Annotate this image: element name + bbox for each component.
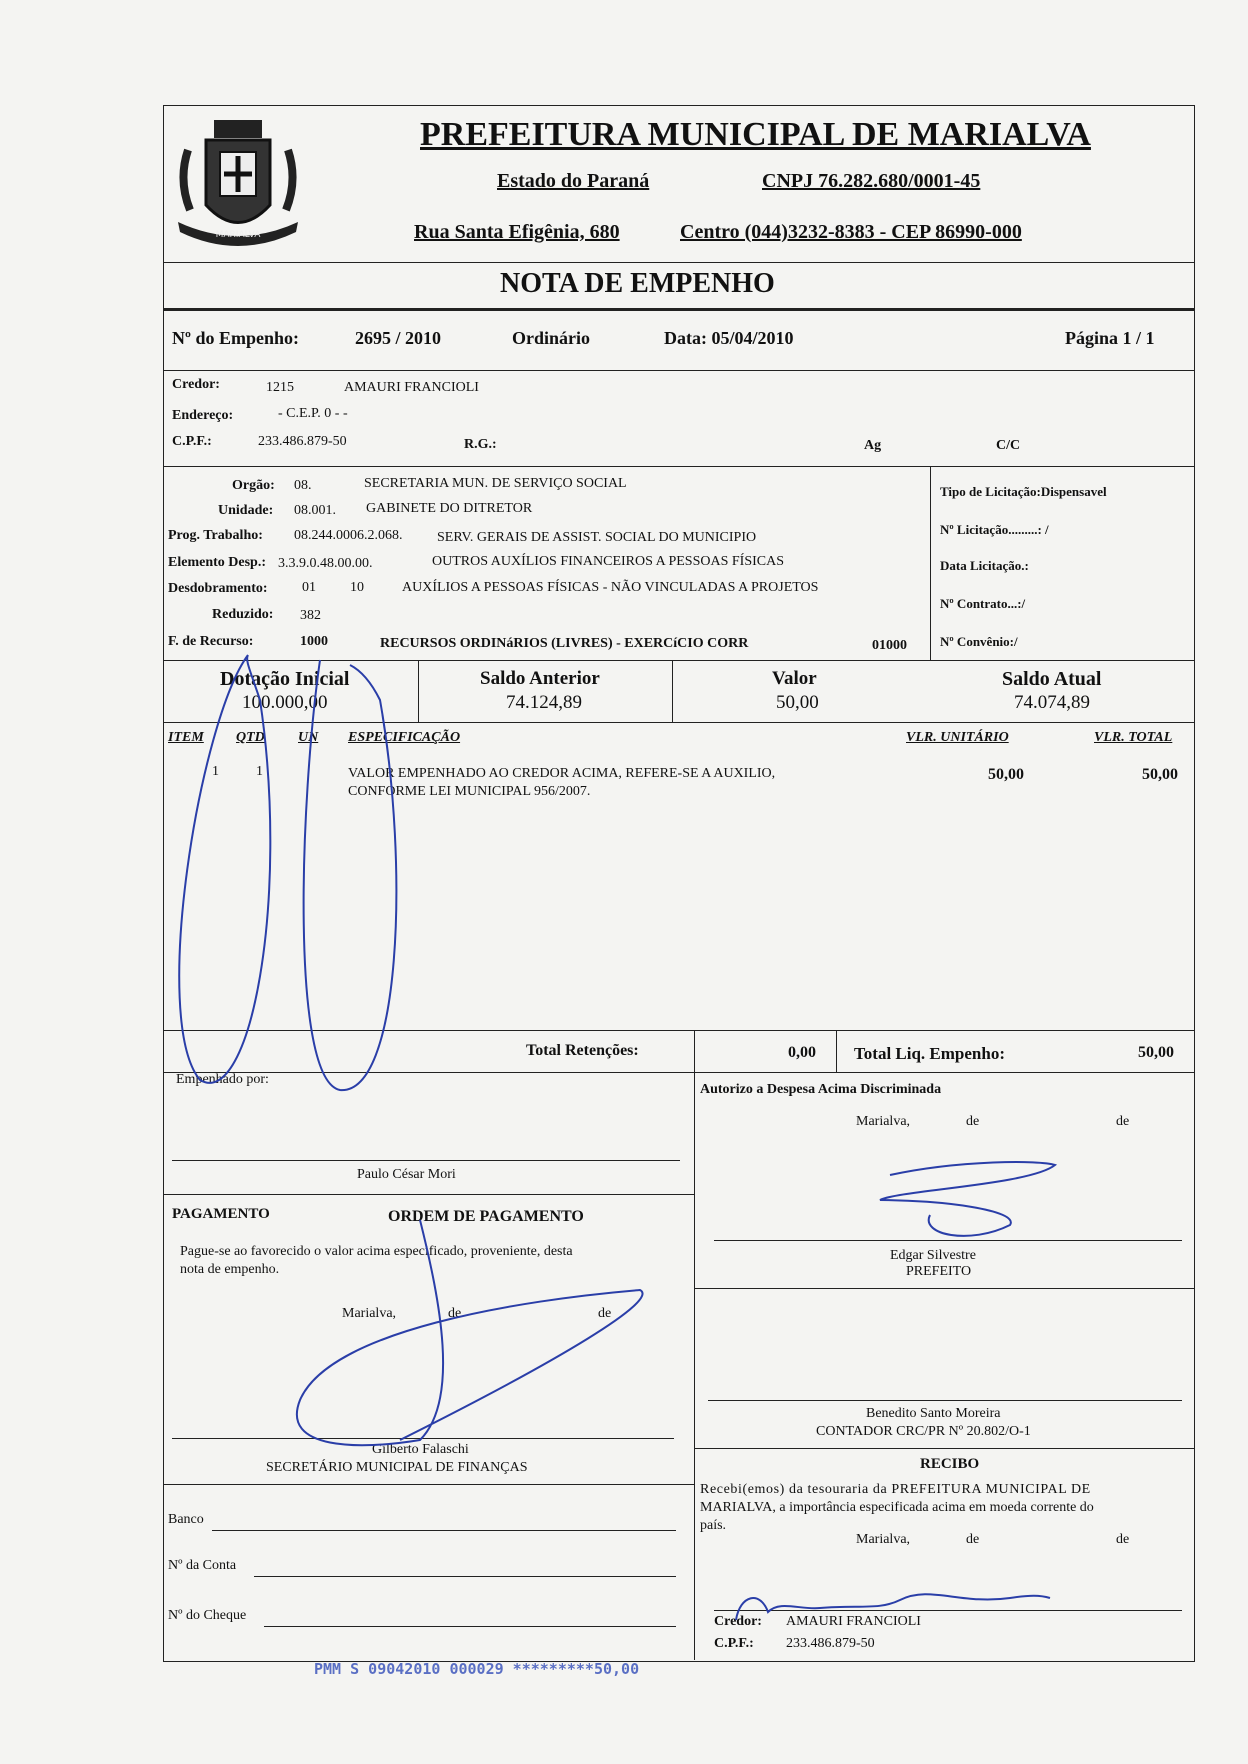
recibo-label: RECIBO bbox=[920, 1456, 980, 1472]
empenho-number: 2695 / 2010 bbox=[355, 328, 442, 348]
ordem-label: ORDEM DE PAGAMENTO bbox=[388, 1208, 584, 1225]
valor-label: Valor bbox=[772, 668, 817, 689]
col-vlr-total: VLR. TOTAL bbox=[1094, 730, 1173, 745]
pagamento-signer: Gilberto Falaschi bbox=[372, 1442, 469, 1457]
valor-value: 50,00 bbox=[776, 692, 819, 713]
retencoes-value: 0,00 bbox=[788, 1044, 816, 1061]
cheque-label: Nº do Cheque bbox=[168, 1608, 247, 1623]
saldo-anterior-value: 74.124,89 bbox=[506, 692, 582, 713]
rg-label: R.G.: bbox=[464, 437, 497, 452]
empenho-date: Data: 05/04/2010 bbox=[664, 328, 794, 348]
autorizo-city: Marialva, bbox=[856, 1114, 911, 1129]
recibo-cpf: 233.486.879-50 bbox=[786, 1636, 875, 1651]
recibo-text2: MARIALVA, a importância especificada acima em moeda corrente do bbox=[700, 1500, 1094, 1515]
header-cnpj: CNPJ 76.282.680/0001-45 bbox=[762, 170, 981, 192]
recibo-text3: país. bbox=[700, 1518, 727, 1533]
licitacao-tipo: Tipo de Licitação:Dispensavel bbox=[940, 484, 1107, 499]
desd-label: Desdobramento: bbox=[168, 581, 268, 596]
recurso-label: F. de Recurso: bbox=[168, 634, 254, 649]
unidade-label: Unidade: bbox=[218, 503, 274, 518]
autorizo-de2: de bbox=[1116, 1114, 1130, 1129]
coat-of-arms-text: MARIALVA bbox=[215, 230, 261, 240]
coat-of-arms-icon bbox=[168, 110, 308, 258]
saldo-atual-value: 74.074,89 bbox=[1014, 692, 1090, 713]
prog-code: 08.244.0006.2.068. bbox=[294, 528, 403, 543]
item-unit: 50,00 bbox=[988, 766, 1024, 783]
header-title: PREFEITURA MUNICIPAL DE MARIALVA bbox=[420, 116, 1091, 153]
address-label: Endereço: bbox=[172, 408, 234, 423]
header-contact: Centro (044)3232-8383 - CEP 86990-000 bbox=[680, 221, 1022, 243]
contador-signer: Benedito Santo Moreira bbox=[866, 1406, 1001, 1421]
licitacao-contrato: Nº Contrato...:/ bbox=[940, 596, 1026, 611]
reduzido-value: 382 bbox=[300, 608, 321, 623]
desd-name: AUXÍLIOS A PESSOAS FÍSICAS - NÃO VINCULADAS A PROJETOS bbox=[402, 580, 819, 595]
recibo-city: Marialva, bbox=[856, 1532, 911, 1547]
licitacao-numero: Nº Licitação.........: / bbox=[940, 522, 1049, 537]
elem-label: Elemento Desp.: bbox=[168, 555, 266, 570]
desd-code2: 10 bbox=[350, 580, 364, 595]
recurso-code2: 01000 bbox=[872, 638, 907, 653]
pagamento-city: Marialva, bbox=[342, 1306, 397, 1321]
reduzido-label: Reduzido: bbox=[212, 607, 274, 622]
credor-code: 1215 bbox=[266, 380, 294, 395]
item-spec-line2: CONFORME LEI MUNICIPAL 956/2007. bbox=[348, 784, 591, 799]
pagamento-de2: de bbox=[598, 1306, 612, 1321]
autorizo-role: PREFEITO bbox=[906, 1264, 972, 1279]
credor-name: AMAURI FRANCIOLI bbox=[344, 380, 479, 395]
cpf-value: 233.486.879-50 bbox=[258, 434, 347, 449]
pagamento-label: PAGAMENTO bbox=[172, 1206, 270, 1222]
ag-label: Ag bbox=[864, 438, 882, 453]
liq-label: Total Liq. Empenho: bbox=[854, 1044, 1005, 1063]
contador-role: CONTADOR CRC/PR Nº 20.802/O-1 bbox=[816, 1424, 1031, 1439]
licitacao-data: Data Licitação.: bbox=[940, 558, 1029, 573]
pagamento-text1: Pague-se ao favorecido o valor acima especificado, proveniente, desta bbox=[180, 1244, 573, 1259]
autorizo-de1: de bbox=[966, 1114, 980, 1129]
col-spec: ESPECIFICAÇÃO bbox=[348, 730, 461, 745]
orgao-label: Orgão: bbox=[232, 478, 275, 493]
recibo-cpf-label: C.P.F.: bbox=[714, 1636, 754, 1651]
col-un: UN bbox=[298, 730, 319, 745]
item-total: 50,00 bbox=[1142, 766, 1178, 783]
autorizo-signer: Edgar Silvestre bbox=[890, 1248, 976, 1263]
dotacao-value: 100.000,00 bbox=[242, 692, 328, 713]
elem-name: OUTROS AUXÍLIOS FINANCEIROS A PESSOAS FÍSICAS bbox=[432, 554, 785, 569]
autorizo-label: Autorizo a Despesa Acima Discriminada bbox=[700, 1082, 942, 1097]
licitacao-convenio: Nº Convênio:/ bbox=[940, 634, 1018, 649]
orgao-name: SECRETARIA MUN. DE SERVIÇO SOCIAL bbox=[364, 476, 627, 491]
prog-name: SERV. GERAIS DE ASSIST. SOCIAL DO MUNICIPIO bbox=[437, 530, 757, 545]
orgao-code: 08. bbox=[294, 478, 312, 493]
cpf-label: C.P.F.: bbox=[172, 434, 212, 449]
credor-label: Credor: bbox=[172, 377, 220, 392]
recurso-code: 1000 bbox=[300, 634, 328, 649]
address-value: - C.E.P. 0 - - bbox=[278, 406, 348, 421]
dotacao-label: Dotação Inicial bbox=[220, 668, 350, 690]
pagamento-de1: de bbox=[448, 1306, 462, 1321]
coat-of-arms bbox=[168, 110, 308, 258]
unidade-code: 08.001. bbox=[294, 503, 336, 518]
cc-label: C/C bbox=[996, 438, 1021, 453]
conta-label: Nº da Conta bbox=[168, 1558, 237, 1573]
retencoes-label: Total Retenções: bbox=[526, 1042, 639, 1059]
liq-value: 50,00 bbox=[1138, 1044, 1174, 1061]
empenho-page: Página 1 / 1 bbox=[1065, 328, 1155, 348]
item-number: 1 bbox=[212, 764, 219, 779]
col-qtd: QTD bbox=[236, 730, 265, 745]
header-street: Rua Santa Efigênia, 680 bbox=[414, 221, 620, 243]
empenho-label: Nº do Empenho: bbox=[172, 328, 299, 348]
saldo-anterior-label: Saldo Anterior bbox=[480, 668, 600, 689]
elem-code: 3.3.9.0.48.00.00. bbox=[278, 556, 373, 571]
handwritten-bank: Brasil bbox=[270, 1492, 407, 1546]
empenhado-label: Empenhado por: bbox=[176, 1072, 269, 1087]
prog-label: Prog. Trabalho: bbox=[168, 528, 263, 543]
pagamento-role: SECRETÁRIO MUNICIPAL DE FINANÇAS bbox=[266, 1460, 528, 1475]
handwritten-account: 7706-2 bbox=[290, 1541, 438, 1590]
empenho-type: Ordinário bbox=[512, 328, 591, 348]
doc-title: NOTA DE EMPENHO bbox=[500, 268, 775, 299]
recibo-credor-label: Credor: bbox=[714, 1614, 762, 1629]
item-qtd: 1 bbox=[256, 764, 263, 779]
recibo-de1: de bbox=[966, 1532, 980, 1547]
recibo-credor-name: AMAURI FRANCIOLI bbox=[786, 1614, 921, 1629]
pagamento-text2: nota de empenho. bbox=[180, 1262, 280, 1277]
empenhado-signer: Paulo César Mori bbox=[357, 1167, 456, 1182]
banco-label: Banco bbox=[168, 1512, 204, 1527]
recibo-de2: de bbox=[1116, 1532, 1130, 1547]
recibo-text1: Recebi(emos) da tesouraria da PREFEITURA MUNICIPAL DE bbox=[700, 1482, 1091, 1497]
desd-code1: 01 bbox=[302, 580, 316, 595]
item-spec-line1: VALOR EMPENHADO AO CREDOR ACIMA, REFERE-SE A AUXILIO, bbox=[348, 766, 776, 781]
handwritten-cheque: 112359 bbox=[290, 1591, 451, 1640]
header-state: Estado do Paraná bbox=[497, 170, 650, 192]
payment-stamp: PMM S 09042010 000029 *********50,00 bbox=[314, 1660, 640, 1678]
unidade-name: GABINETE DO DITRETOR bbox=[366, 501, 533, 516]
col-vlr-unit: VLR. UNITÁRIO bbox=[906, 730, 1009, 745]
col-item: ITEM bbox=[168, 730, 204, 745]
saldo-atual-label: Saldo Atual bbox=[1002, 668, 1102, 690]
recurso-name: RECURSOS ORDINáRIOS (LIVRES) - EXERCíCIO CORR bbox=[380, 636, 749, 651]
